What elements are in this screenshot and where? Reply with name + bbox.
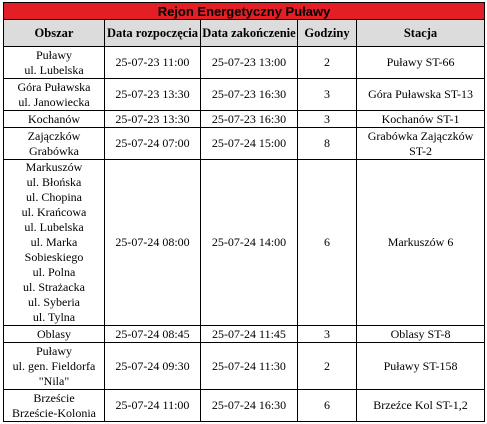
hours-cell: 6	[298, 160, 357, 326]
table-row	[4, 111, 485, 128]
area-cell: Brzeście Brzeście-Kolonia	[4, 390, 105, 422]
station-cell: Puławy ST-158	[357, 343, 485, 390]
end-cell: 25-07-23 16:30	[201, 79, 298, 111]
start-cell: 25-07-24 07:00	[105, 128, 201, 160]
outage-schedule-table	[3, 2, 485, 422]
start-cell: 25-07-23 13:30	[105, 111, 201, 128]
start-cell: 25-07-24 09:30	[105, 343, 201, 390]
hours-cell: 2	[298, 47, 357, 79]
start-cell: 25-07-23 11:00	[105, 47, 201, 79]
station-cell: Kochanów ST-1	[357, 111, 485, 128]
station-cell: Grabówka Zajączków ST-2	[357, 128, 485, 160]
end-cell: 25-07-24 16:30	[201, 390, 298, 422]
area-cell: Markuszów ul. Błońska ul. Chopina ul. Krańcowa ul. Lubelska ul. Marka Sobieskiego ul. Polna ul. Strażacka ul. Syberia ul. Tylna	[4, 160, 105, 326]
table-row	[4, 160, 485, 326]
table-row	[4, 128, 485, 160]
table-row	[4, 79, 485, 111]
end-cell: 25-07-24 15:00	[201, 128, 298, 160]
end-cell: 25-07-24 14:00	[201, 160, 298, 326]
station-cell: Puławy ST-66	[357, 47, 485, 79]
area-cell: Kochanów	[4, 111, 105, 128]
hours-cell: 3	[298, 326, 357, 343]
station-cell: Brzeźce Kol ST-1,2	[357, 390, 485, 422]
station-cell: Góra Puławska ST-13	[357, 79, 485, 111]
end-cell: 25-07-24 11:30	[201, 343, 298, 390]
hours-cell: 3	[298, 111, 357, 128]
hours-cell: 3	[298, 79, 357, 111]
header-start-date: Data rozpoczęcia	[105, 20, 201, 47]
area-cell: Puławy ul. gen. Fieldorfa "Nila"	[4, 343, 105, 390]
end-cell: 25-07-23 13:00	[201, 47, 298, 79]
area-cell: Puławy ul. Lubelska	[4, 47, 105, 79]
hours-cell: 8	[298, 128, 357, 160]
start-cell: 25-07-23 13:30	[105, 79, 201, 111]
header-station: Stacja	[357, 20, 485, 47]
end-cell: 25-07-23 16:30	[201, 111, 298, 128]
start-cell: 25-07-24 08:00	[105, 160, 201, 326]
table-row	[4, 326, 485, 343]
area-cell: Góra Puławska ul. Janowiecka	[4, 79, 105, 111]
header-end-date: Data zakończenie	[201, 20, 298, 47]
header-hours: Godziny	[298, 20, 357, 47]
area-cell: Oblasy	[4, 326, 105, 343]
start-cell: 25-07-24 11:00	[105, 390, 201, 422]
end-cell: 25-07-24 11:45	[201, 326, 298, 343]
table-row	[4, 390, 485, 422]
header-area: Obszar	[4, 20, 105, 47]
area-cell: Zajączków Grabówka	[4, 128, 105, 160]
table-row	[4, 47, 485, 79]
table-row	[4, 343, 485, 390]
table-title: Rejon Energetyczny Puławy	[4, 3, 485, 20]
station-cell: Markuszów 6	[357, 160, 485, 326]
start-cell: 25-07-24 08:45	[105, 326, 201, 343]
hours-cell: 6	[298, 390, 357, 422]
station-cell: Oblasy ST-8	[357, 326, 485, 343]
hours-cell: 2	[298, 343, 357, 390]
